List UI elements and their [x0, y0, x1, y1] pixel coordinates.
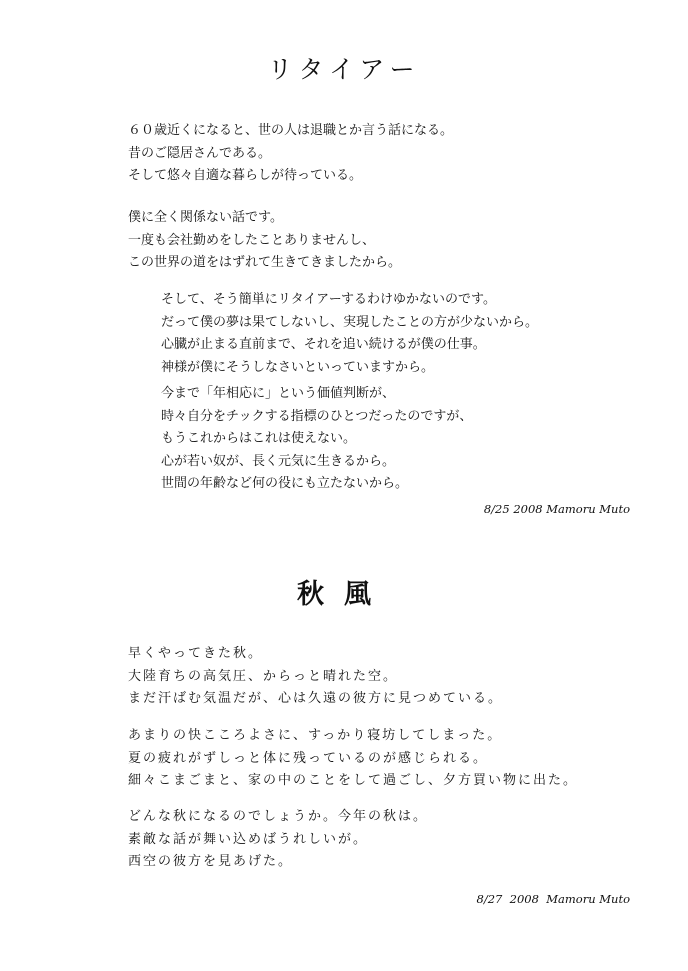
text-line: 一度も会社勤めをしたことありませんし、 — [128, 232, 376, 248]
text-line: もうこれからはこれは使えない。 — [161, 431, 357, 446]
text-line: 世間の年齢など何の役にも立たないから。 — [161, 476, 409, 491]
text-line: 僕に全く関係ない話です。 — [128, 210, 283, 225]
text-line: まだ汗ばむ気温だが、心は久遠の彼方に見つめている。 — [128, 691, 504, 706]
text-line: ６０歳近くになると、世の人は退職とか言う話になる。 — [128, 123, 454, 138]
signature-date-2: 8/27 2008 Mamoru Muto — [476, 892, 630, 906]
paragraph-4 — [161, 383, 472, 496]
text-line: 大陸育ちの高気圧、からっと晴れた空。 — [128, 668, 399, 684]
text-line: 昔のご隠居さんである。 — [128, 145, 272, 161]
text-line: 西空の彼方を見あげた。 — [128, 854, 294, 869]
paragraph-5 — [128, 643, 503, 711]
paragraph-6 — [128, 725, 578, 793]
page-title-retire: リタイアー — [267, 55, 421, 84]
signature-date-1: 8/25 2008 Mamoru Muto — [483, 502, 630, 516]
page-title-autumn-wind: 秋風 — [297, 579, 391, 610]
text-line: あまりの快こころよさに、すっかり寝坊してしまった。 — [128, 728, 503, 743]
text-line: どんな秋になるのでしょうか。今年の秋は。 — [128, 809, 429, 824]
text-line: 夏の疲れがずしっと体に残っているのが感じられる。 — [128, 750, 489, 766]
text-line: 今まで「年相応に」という価値判断が、 — [161, 386, 396, 401]
text-line: この世界の道をはずれて生きてきましたから。 — [128, 255, 402, 270]
text-line: そして、そう簡単にリタイアーするわけゆかないのです。 — [161, 292, 497, 307]
text-line: 細々こまごまと、家の中のことをして過ごし、夕方買い物に出た。 — [128, 773, 579, 788]
text-line: 心が若い奴が、長く元気に生きるから。 — [161, 453, 396, 469]
text-line: 時々自分をチックする指標のひとつだったのですが、 — [161, 408, 473, 424]
text-line: そして悠々自適な暮らしが待っている。 — [128, 168, 363, 183]
text-line: だって僕の夢は果てしないし、実現したことの方が少ないから。 — [161, 314, 539, 330]
text-line: 早くやってきた秋。 — [128, 646, 264, 661]
text-line: 心臓が止まる直前まで、それを追い続けるが僕の仕事。 — [161, 337, 486, 352]
paragraph-3 — [161, 289, 538, 379]
paragraph-1 — [128, 120, 453, 188]
paragraph-2 — [128, 207, 401, 275]
text-line: 神様が僕にそうしなさいといっていますから。 — [161, 359, 435, 375]
text-line: 素敵な話が舞い込めばうれしいが。 — [128, 831, 369, 847]
paragraph-7 — [128, 806, 428, 874]
